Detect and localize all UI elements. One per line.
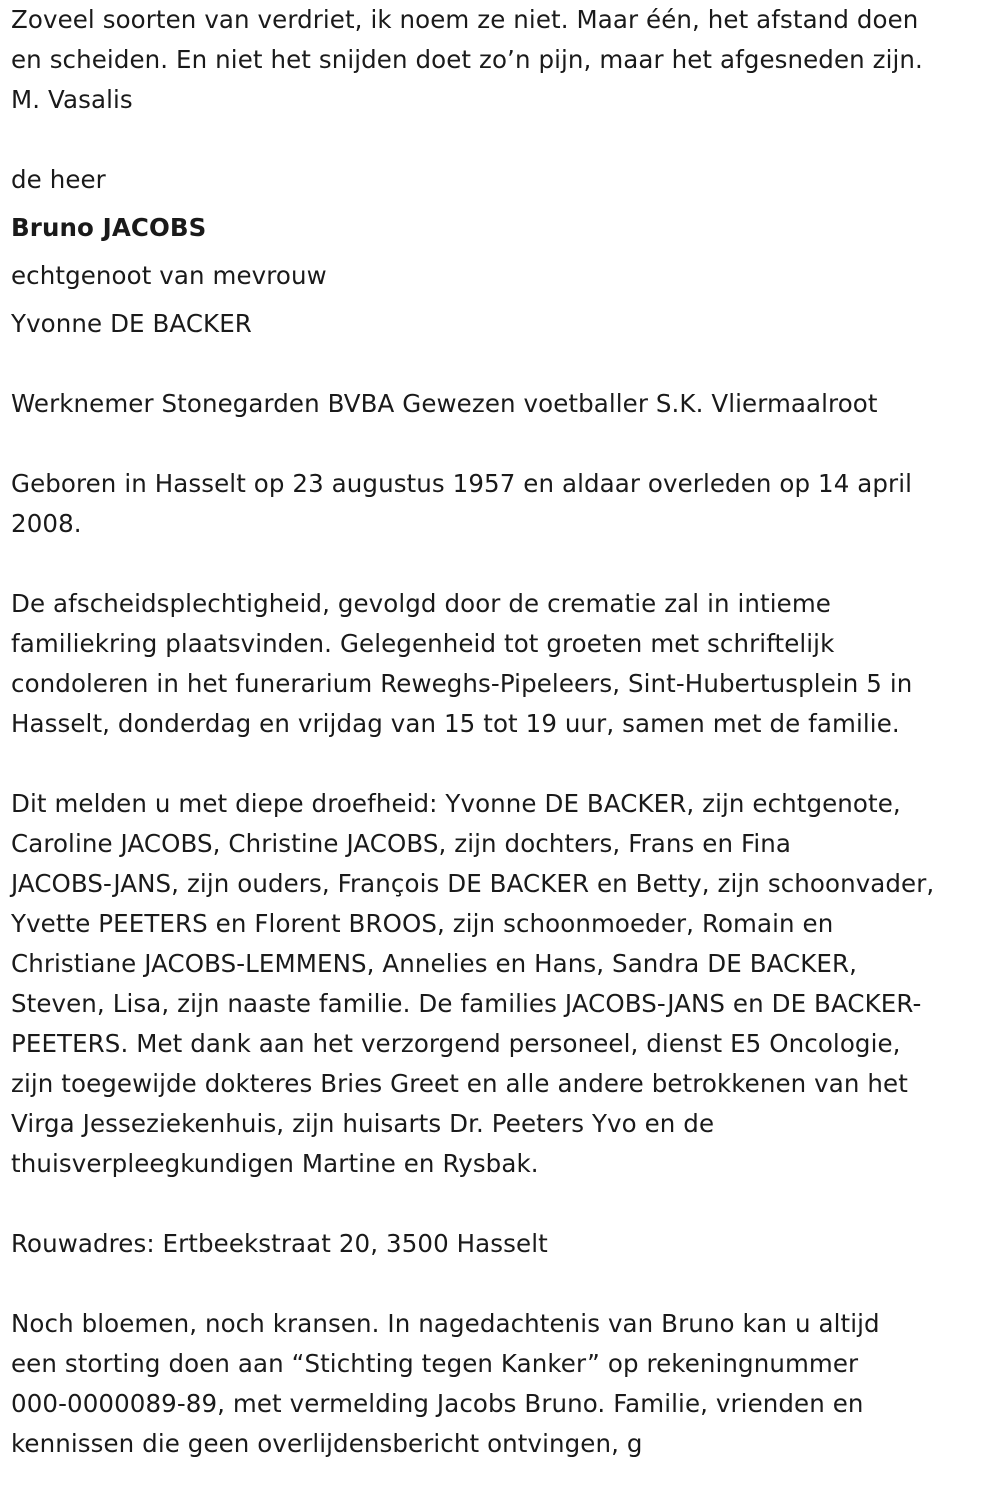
announcement-line: PEETERS. Met dank aan het verzorgend personeel, dienst E5 Oncologie, [11,1029,901,1058]
birth-death-line: 2008. [11,509,82,538]
deceased-relation: echtgenoot van mevrouw [11,261,327,290]
donation-block [11,1304,991,1464]
mourning-address: Rouwadres: Ertbeekstraat 20, 3500 Hasselt [11,1229,548,1258]
quote-author: M. Vasalis [11,85,133,114]
donation-line: kennissen die geen overlijdensbericht ontvingen, g [11,1429,643,1458]
donation-line: 000-0000089-89, met vermelding Jacobs Bruno. Familie, vrienden en [11,1389,864,1418]
deceased-block [11,160,991,344]
birth-death-line: Geboren in Hasselt op 23 augustus 1957 en aldaar overleden op 14 april [11,469,913,498]
ceremony-line: condoleren in het funerarium Reweghs-Pipeleers, Sint-Hubertusplein 5 in [11,669,913,698]
donation-line: Noch bloemen, noch kransen. In nagedachtenis van Bruno kan u altijd [11,1309,880,1338]
occupation-block [11,384,991,424]
announcement-line: Yvette PEETERS en Florent BROOS, zijn schoonmoeder, Romain en [11,909,834,938]
birth-death-block [11,464,991,544]
deceased-title: de heer [11,165,106,194]
announcement-line: Dit melden u met diepe droefheid: Yvonne DE BACKER, zijn echtgenote, [11,789,901,818]
announcement-line: thuisverpleegkundigen Martine en Rysbak. [11,1149,539,1178]
occupation-text: Werknemer Stonegarden BVBA Gewezen voetballer S.K. Vliermaalroot [11,389,878,418]
announcement-line: Caroline JACOBS, Christine JACOBS, zijn dochters, Frans en Fina [11,829,792,858]
quote-line: en scheiden. En niet het snijden doet zo’n pijn, maar het afgesneden zijn. [11,45,923,74]
deceased-name: Bruno JACOBS [11,213,207,242]
announcement-block [11,784,991,1184]
quote-line: Zoveel soorten van verdriet, ik noem ze niet. Maar één, het afstand doen [11,5,919,34]
announcement-line: Steven, Lisa, zijn naaste familie. De families JACOBS-JANS en DE BACKER- [11,989,922,1018]
ceremony-block [11,584,991,744]
ceremony-line: familiekring plaatsvinden. Gelegenheid tot groeten met schriftelijk [11,629,835,658]
ceremony-line: De afscheidsplechtigheid, gevolgd door de crematie zal in intieme [11,589,831,618]
quote-block [11,0,991,120]
announcement-line: Virga Jesseziekenhuis, zijn huisarts Dr. Peeters Yvo en de [11,1109,715,1138]
announcement-line: JACOBS-JANS, zijn ouders, François DE BACKER en Betty, zijn schoonvader, [11,869,935,898]
donation-line: een storting doen aan “Stichting tegen Kanker” op rekeningnummer [11,1349,859,1378]
deceased-spouse: Yvonne DE BACKER [11,309,252,338]
announcement-line: Christiane JACOBS-LEMMENS, Annelies en Hans, Sandra DE BACKER, [11,949,857,978]
obituary-document [11,0,991,1464]
address-block [11,1224,991,1264]
announcement-line: zijn toegewijde dokteres Bries Greet en alle andere betrokkenen van het [11,1069,908,1098]
ceremony-line: Hasselt, donderdag en vrijdag van 15 tot 19 uur, samen met de familie. [11,709,900,738]
